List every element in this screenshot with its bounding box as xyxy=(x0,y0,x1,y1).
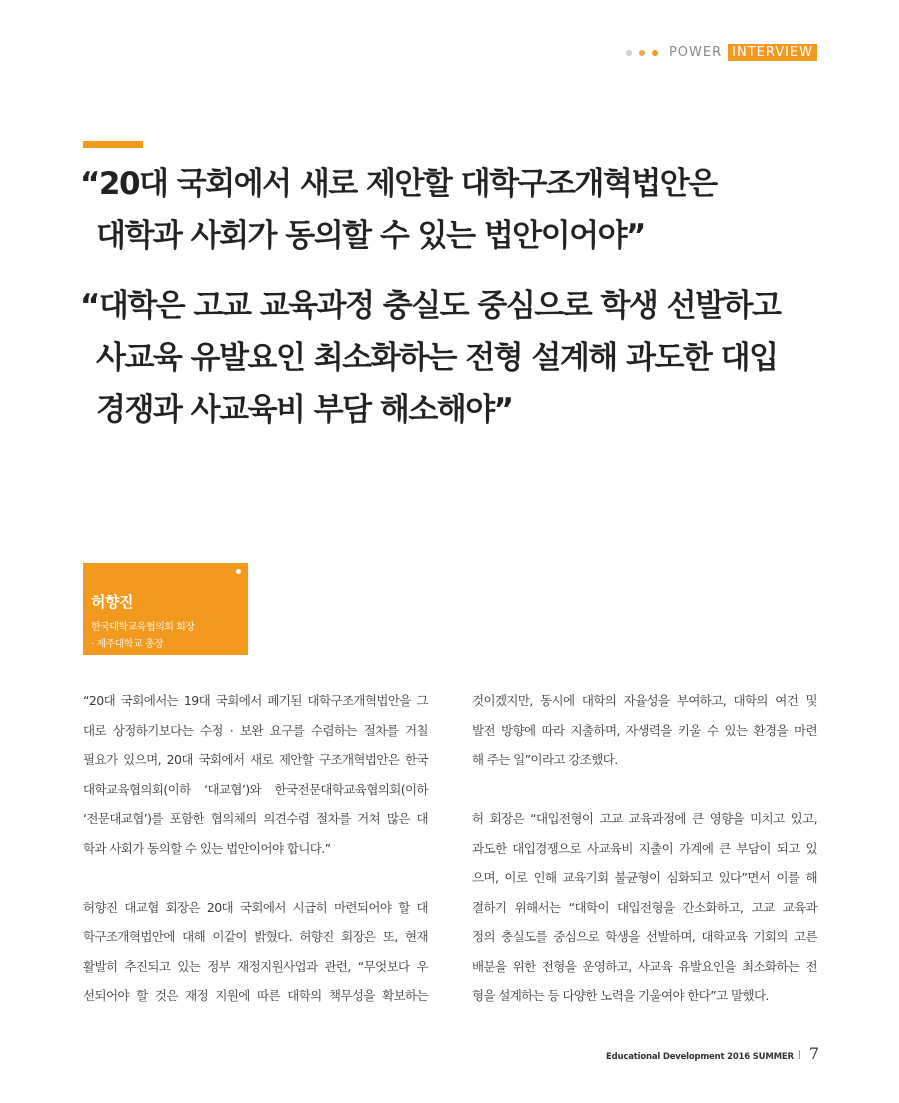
body-line: 형을 설계하는 등 다양한 노력을 기울여야 한다”고 말했다. xyxy=(472,988,769,1003)
body-line: 허향진 대교협 회장은 20대 국회에서 시급히 마련되어야 할 대 xyxy=(83,899,428,915)
white-dot-icon xyxy=(236,569,241,574)
body-line: ‘전문대교협’)를 포함한 협의체의 의견수렴 절차를 거쳐 많은 대 xyxy=(83,811,428,826)
title-line: 한국대학교육협의회 회장 xyxy=(91,622,195,633)
interviewee-profile-card xyxy=(83,563,248,655)
grey-dot-icon xyxy=(626,50,632,56)
headline-accent-bar xyxy=(83,141,143,148)
publication-name: Educational Development 2016 SUMMER xyxy=(606,1052,794,1062)
body-line: “20대 국회에서는 19대 국회에서 폐기된 대학구조개혁법안을 그 xyxy=(83,693,428,708)
body-line: 해 주는 일”이라고 강조했다. xyxy=(472,752,618,767)
body-line: 활발히 추진되고 있는 정부 재정지원사업과 관련, “무엇보다 우 xyxy=(83,958,428,974)
headline-quote-2 xyxy=(80,280,840,436)
body-column-left xyxy=(83,686,428,1011)
interviewee-name: 허향진 xyxy=(91,593,133,611)
body-column-right xyxy=(472,686,817,1011)
section-label: POWER xyxy=(668,45,723,60)
body-line: 으며, 이로 인해 교육기회 불균형이 심화되고 있다”면서 이를 해 xyxy=(472,870,817,885)
footer-divider xyxy=(799,1050,800,1059)
paragraph-gap xyxy=(83,863,428,893)
body-line: 선되어야 할 것은 재정 지원에 따른 대학의 책무성을 확보하는 xyxy=(83,988,428,1003)
section-tag xyxy=(626,44,817,61)
page-number: 7 xyxy=(808,1044,819,1063)
body-line: 결하기 위해서는 “대학이 대입전형을 간소화하고, 고교 교육과 xyxy=(472,899,817,915)
body-line: 필요가 있으며, 20대 국회에서 새로 제안할 구조개혁법안은 한국 xyxy=(83,752,428,767)
body-line: 것이겠지만, 동시에 대학의 자율성을 부여하고, 대학의 여건 및 xyxy=(472,693,817,708)
headline-line: 경쟁과 사교육비 부담 해소해야” xyxy=(96,392,513,428)
title-line: · 제주대학교 총장 xyxy=(91,639,164,650)
body-line: 배분을 위한 전형을 운영하고, 사교육 유발요인을 최소화하는 전 xyxy=(472,958,817,974)
body-line: 대로 상정하기보다는 수정 · 보완 요구를 수렴하는 절차를 거칠 xyxy=(83,722,428,738)
page-footer xyxy=(606,1044,819,1063)
headline-line: “대학은 고교 교육과정 충실도 중심으로 학생 선발하고 xyxy=(80,288,781,324)
headline-line: “20대 국회에서 새로 제안할 대학구조개혁법안은 xyxy=(80,166,717,202)
interviewee-title xyxy=(91,619,194,653)
orange-dot-icon xyxy=(652,50,658,56)
light-orange-dot-icon xyxy=(639,50,645,56)
body-line: 발전 방향에 따라 지출하며, 자생력을 키울 수 있는 환경을 마련 xyxy=(472,722,817,738)
body-line: 대학교육협의회(이하 ‘대교협’)와 한국전문대학교육협의회(이하 xyxy=(83,781,428,797)
body-line: 허 회장은 “대입전형이 고교 교육과정에 큰 영향을 미치고 있고, xyxy=(472,811,817,826)
body-line: 과도한 대입경쟁으로 사교육비 지출이 가계에 큰 부담이 되고 있 xyxy=(472,840,817,856)
body-line: 학과 사회가 동의할 수 있는 법안이어야 합니다.” xyxy=(83,840,331,856)
headline-line: 사교육 유발요인 최소화하는 전형 설계해 과도한 대입 xyxy=(96,340,778,376)
body-line: 정의 충실도를 중심으로 학생을 선발하며, 대학교육 기회의 고른 xyxy=(472,929,817,944)
paragraph-gap xyxy=(472,775,817,805)
headline-line: 대학과 사회가 동의할 수 있는 법안이어야” xyxy=(96,218,645,254)
body-line: 학구조개혁법안에 대해 이같이 밝혔다. 허향진 회장은 또, 현재 xyxy=(83,929,428,944)
headline-quote-1 xyxy=(80,158,840,262)
interview-badge: INTERVIEW xyxy=(728,44,817,61)
